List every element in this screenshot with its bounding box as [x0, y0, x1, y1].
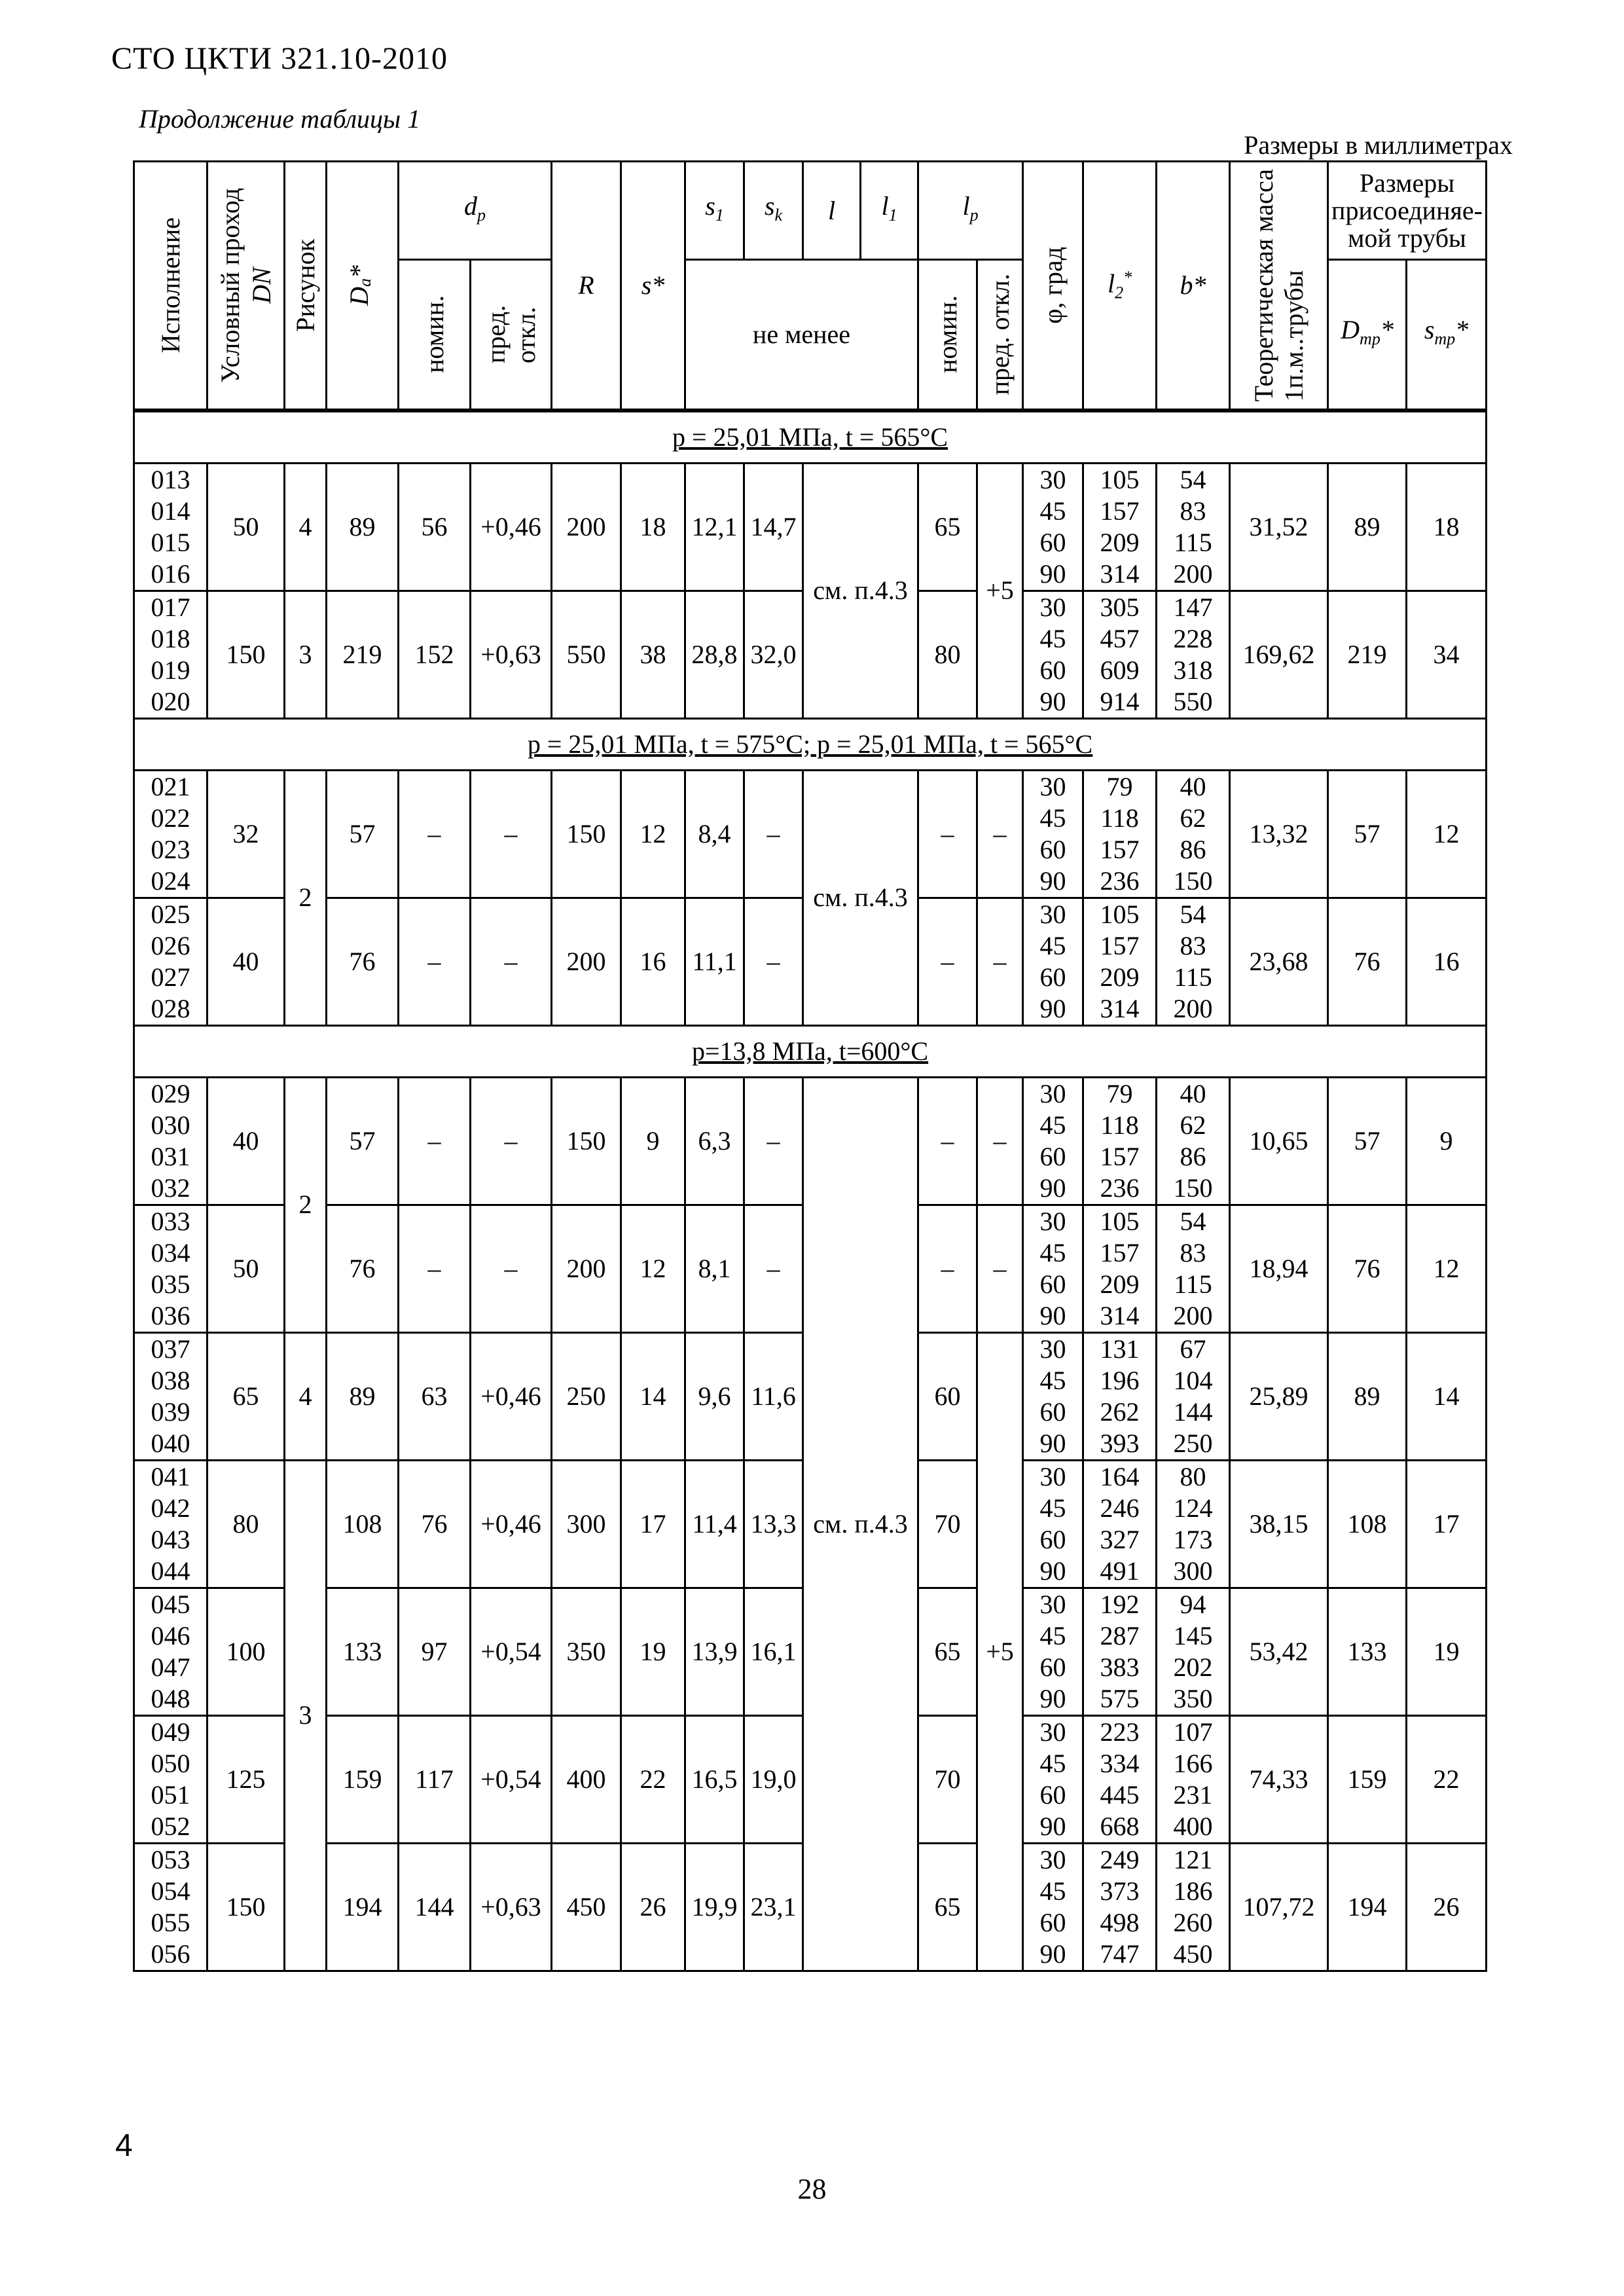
dimensions-table	[133, 160, 1487, 1972]
table-cell: 17	[1407, 1460, 1487, 1588]
table-cell: 76	[1328, 898, 1407, 1025]
table-cell: p=13,8 МПа, t=600°С	[134, 1025, 1487, 1077]
table-cell: 19,9	[685, 1843, 744, 1971]
table-cell: +5	[977, 463, 1023, 718]
table-cell: 18	[1407, 463, 1487, 591]
table-cell: см. п.4.3	[803, 770, 918, 1025]
table-cell: 305 457 609 914	[1083, 591, 1157, 718]
table-cell: 192 287 383 575	[1083, 1588, 1157, 1715]
table-cell: 30 45 60 90	[1023, 591, 1083, 718]
col-ne-menee: не менее	[685, 260, 918, 410]
table-cell: 017 018 019 020	[134, 591, 208, 718]
table-cell: +5	[977, 1332, 1023, 1971]
table-cell: 65	[918, 463, 977, 591]
table-cell: +0,63	[471, 1843, 552, 1971]
table-cell: –	[744, 898, 803, 1025]
table-cell: 194	[327, 1843, 399, 1971]
table-cell: 89	[327, 463, 399, 591]
table-cell: –	[471, 1205, 552, 1332]
table-cell: 8,4	[685, 770, 744, 898]
table-cell: 107,72	[1230, 1843, 1328, 1971]
table-cell: 60	[918, 1332, 977, 1460]
col-dp: $d_p$	[399, 162, 552, 260]
table-cell: –	[918, 1205, 977, 1332]
table-row	[134, 463, 1487, 591]
col-risunok: Рисунок	[285, 162, 327, 410]
units-note: Размеры в миллиметрах	[1244, 130, 1513, 160]
table-cell: –	[744, 1205, 803, 1332]
table-cell: 76	[327, 1205, 399, 1332]
col-phi: φ, град	[1023, 162, 1083, 410]
table-cell: 13,9	[685, 1588, 744, 1715]
table-cell: 18,94	[1230, 1205, 1328, 1332]
table-cell: 13,3	[744, 1460, 803, 1588]
table-cell: 56	[399, 463, 471, 591]
col-r: R	[552, 162, 621, 410]
table-cell: 30 45 60 90	[1023, 463, 1083, 591]
table-cell: 223 334 445 668	[1083, 1715, 1157, 1843]
table-cell: p = 25,01 МПа, t = 575°С; p = 25,01 МПа, t = 565°С	[134, 718, 1487, 770]
table-cell: 150	[208, 591, 285, 718]
table-cell: 12	[621, 770, 685, 898]
table-cell: 133	[1328, 1588, 1407, 1715]
table-cell: см. п.4.3	[803, 463, 918, 718]
table-cell: 30 45 60 90	[1023, 1205, 1083, 1332]
table-cell: 11,1	[685, 898, 744, 1025]
table-cell: 26	[1407, 1843, 1487, 1971]
table-cell: 550	[552, 591, 621, 718]
table-cell: –	[399, 1077, 471, 1205]
table-cell: 17	[621, 1460, 685, 1588]
table-cell: –	[399, 898, 471, 1025]
table-cell: 18	[621, 463, 685, 591]
table-cell: 54 83 115 200	[1157, 463, 1230, 591]
col-b: b*	[1157, 162, 1230, 410]
table-cell: 164 246 327 491	[1083, 1460, 1157, 1588]
table-cell: 30 45 60 90	[1023, 770, 1083, 898]
table-cell: 67 104 144 250	[1157, 1332, 1230, 1460]
table-cell: 70	[918, 1460, 977, 1588]
table-cell: 2	[285, 1077, 327, 1332]
table-cell: 105 157 209 314	[1083, 1205, 1157, 1332]
table-cell: +0,63	[471, 591, 552, 718]
table-row	[134, 1077, 1487, 1205]
table-cell: 053 054 055 056	[134, 1843, 208, 1971]
table-cell: –	[918, 1077, 977, 1205]
table-cell: 30 45 60 90	[1023, 1588, 1083, 1715]
table-cell: 133	[327, 1588, 399, 1715]
table-cell: 57	[1328, 770, 1407, 898]
table-cell: 10,65	[1230, 1077, 1328, 1205]
table-cell: 3	[285, 591, 327, 718]
table-cell: 029 030 031 032	[134, 1077, 208, 1205]
col-dn: Условный проход DN	[208, 162, 285, 410]
section-title-row	[134, 718, 1487, 770]
col-str: $s_{тр}*$	[1407, 260, 1487, 410]
table-cell: –	[977, 898, 1023, 1025]
table-cell: +0,54	[471, 1588, 552, 1715]
table-cell: 63	[399, 1332, 471, 1460]
table-cell: 4	[285, 1332, 327, 1460]
table-cell: 107 166 231 400	[1157, 1715, 1230, 1843]
table-cell: 30 45 60 90	[1023, 898, 1083, 1025]
table-cell: 159	[327, 1715, 399, 1843]
col-sk: $s_k$	[744, 162, 803, 260]
table-cell: 200	[552, 1205, 621, 1332]
table-cell: 12	[1407, 1205, 1487, 1332]
table-cell: 12,1	[685, 463, 744, 591]
table-cell: –	[977, 1205, 1023, 1332]
table-cell: 169,62	[1230, 591, 1328, 718]
table-cell: 200	[552, 898, 621, 1025]
table-cell: 30 45 60 90	[1023, 1715, 1083, 1843]
table-cell: 11,6	[744, 1332, 803, 1460]
col-da: $D_a*$	[327, 162, 399, 410]
table-cell: 100	[208, 1588, 285, 1715]
table-cell: 12	[1407, 770, 1487, 898]
table-cell: 23,1	[744, 1843, 803, 1971]
table-cell: 32	[208, 770, 285, 898]
table-cell: 65	[208, 1332, 285, 1460]
table-cell: 400	[552, 1715, 621, 1843]
table-cell: 16,5	[685, 1715, 744, 1843]
table-cell: 89	[1328, 463, 1407, 591]
table-cell: –	[399, 1205, 471, 1332]
col-s1: $s_1$	[685, 162, 744, 260]
col-mass: Теоретическая масса 1п.м..трубы	[1230, 162, 1328, 410]
table-cell: +0,46	[471, 1332, 552, 1460]
table-cell: 037 038 039 040	[134, 1332, 208, 1460]
table-cell: +0,54	[471, 1715, 552, 1843]
table-cell: 150	[552, 770, 621, 898]
table-cell: –	[977, 1077, 1023, 1205]
table-cell: 23,68	[1230, 898, 1328, 1025]
table-cell: +0,46	[471, 1460, 552, 1588]
table-cell: 53,42	[1230, 1588, 1328, 1715]
table-cell: 19	[621, 1588, 685, 1715]
page-number: 28	[797, 2173, 827, 2205]
table-cell: 9	[1407, 1077, 1487, 1205]
table-cell: 80 124 173 300	[1157, 1460, 1230, 1588]
table-cell: 94 145 202 350	[1157, 1588, 1230, 1715]
col-lp-nomin: номин.	[918, 260, 977, 410]
table-cell: 54 83 115 200	[1157, 1205, 1230, 1332]
table-cell: 25,89	[1230, 1332, 1328, 1460]
table-cell: 28,8	[685, 591, 744, 718]
table-cell: 34	[1407, 591, 1487, 718]
col-lp-pred: пред. откл.	[977, 260, 1023, 410]
table-cell: 74,33	[1230, 1715, 1328, 1843]
section-title-row	[134, 410, 1487, 464]
table-cell: 049 050 051 052	[134, 1715, 208, 1843]
table-cell: 57	[327, 1077, 399, 1205]
table-cell: 200	[552, 463, 621, 591]
table-cell: 38,15	[1230, 1460, 1328, 1588]
table-cell: 219	[327, 591, 399, 718]
table-cell: 041 042 043 044	[134, 1460, 208, 1588]
table-cell: 14	[621, 1332, 685, 1460]
table-cell: 40	[208, 1077, 285, 1205]
table-cell: 11,4	[685, 1460, 744, 1588]
table-continuation-caption: Продолжение таблицы 1	[139, 104, 421, 134]
col-lp: $l_p$	[918, 162, 1023, 260]
table-cell: 450	[552, 1843, 621, 1971]
table-cell: 300	[552, 1460, 621, 1588]
table-cell: 105 157 209 314	[1083, 463, 1157, 591]
table-cell: 26	[621, 1843, 685, 1971]
table-cell: 12	[621, 1205, 685, 1332]
table-cell: 3	[285, 1460, 327, 1971]
table-cell: 57	[327, 770, 399, 898]
table-cell: 97	[399, 1588, 471, 1715]
table-cell: 22	[621, 1715, 685, 1843]
table-cell: 105 157 209 314	[1083, 898, 1157, 1025]
table-cell: 57	[1328, 1077, 1407, 1205]
table-cell: 50	[208, 1205, 285, 1332]
table-cell: +0,46	[471, 463, 552, 591]
table-cell: 70	[918, 1715, 977, 1843]
table-cell: см. п.4.3	[803, 1077, 918, 1971]
table-cell: 150	[552, 1077, 621, 1205]
table-cell: –	[744, 770, 803, 898]
table-cell: –	[918, 770, 977, 898]
table-cell: 131 196 262 393	[1083, 1332, 1157, 1460]
table-cell: 147 228 318 550	[1157, 591, 1230, 718]
table-cell: 40 62 86 150	[1157, 1077, 1230, 1205]
table-cell: 108	[1328, 1460, 1407, 1588]
table-cell: 80	[918, 591, 977, 718]
table-cell: 40	[208, 898, 285, 1025]
table-cell: 76	[399, 1460, 471, 1588]
col-l: l	[803, 162, 861, 260]
table-cell: –	[399, 770, 471, 898]
table-cell: 8,1	[685, 1205, 744, 1332]
table-cell: 14,7	[744, 463, 803, 591]
table-cell: 159	[1328, 1715, 1407, 1843]
table-cell: 4	[285, 463, 327, 591]
table-cell: 025 026 027 028	[134, 898, 208, 1025]
table-cell: 250	[552, 1332, 621, 1460]
table-cell: 16	[1407, 898, 1487, 1025]
table-cell: 19,0	[744, 1715, 803, 1843]
table-cell: 045 046 047 048	[134, 1588, 208, 1715]
table-cell: 150	[208, 1843, 285, 1971]
table-cell: 108	[327, 1460, 399, 1588]
table-cell: 121 186 260 450	[1157, 1843, 1230, 1971]
table-cell: 144	[399, 1843, 471, 1971]
col-dp-pred: пред. откл.	[471, 260, 552, 410]
table-cell: 16	[621, 898, 685, 1025]
table-cell: –	[977, 770, 1023, 898]
table-cell: 32,0	[744, 591, 803, 718]
table-cell: –	[918, 898, 977, 1025]
table-cell: 80	[208, 1460, 285, 1588]
table-cell: 9	[621, 1077, 685, 1205]
table-cell: 40 62 86 150	[1157, 770, 1230, 898]
table-cell: 125	[208, 1715, 285, 1843]
col-s: s*	[621, 162, 685, 410]
table-cell: 9,6	[685, 1332, 744, 1460]
table-cell: 152	[399, 591, 471, 718]
table-cell: –	[471, 770, 552, 898]
table-cell: 021 022 023 024	[134, 770, 208, 898]
table-cell: 76	[327, 898, 399, 1025]
col-pipe-group: Размеры присоединяе-мой трубы	[1328, 162, 1487, 260]
table-cell: 50	[208, 463, 285, 591]
table-cell: 76	[1328, 1205, 1407, 1332]
table-cell: 22	[1407, 1715, 1487, 1843]
table-cell: –	[744, 1077, 803, 1205]
table-cell: 65	[918, 1843, 977, 1971]
document-code: СТО ЦКТИ 321.10-2010	[111, 41, 448, 76]
table-cell: 2	[285, 770, 327, 1025]
table-cell: 14	[1407, 1332, 1487, 1460]
table-cell: 30 45 60 90	[1023, 1843, 1083, 1971]
table-cell: 13,32	[1230, 770, 1328, 898]
table-cell: 54 83 115 200	[1157, 898, 1230, 1025]
table-cell: p = 25,01 МПа, t = 565°С	[134, 410, 1487, 464]
col-dtr: $D_{тр}*$	[1328, 260, 1407, 410]
table-cell: 79 118 157 236	[1083, 1077, 1157, 1205]
table-cell: 033 034 035 036	[134, 1205, 208, 1332]
table-cell: 31,52	[1230, 463, 1328, 591]
table-cell: 249 373 498 747	[1083, 1843, 1157, 1971]
table-cell: 117	[399, 1715, 471, 1843]
left-margin-mark: 4	[115, 2128, 133, 2163]
col-l2: $l_2^*$	[1083, 162, 1157, 410]
table-cell: 38	[621, 591, 685, 718]
col-ispolnenie: Исполнение	[134, 162, 208, 410]
table-row	[134, 770, 1487, 898]
table-cell: 30 45 60 90	[1023, 1077, 1083, 1205]
table-cell: 6,3	[685, 1077, 744, 1205]
table-cell: 30 45 60 90	[1023, 1460, 1083, 1588]
table-cell: 013 014 015 016	[134, 463, 208, 591]
col-dp-nomin: номин.	[399, 260, 471, 410]
table-cell: 350	[552, 1588, 621, 1715]
table-cell: –	[471, 1077, 552, 1205]
table-cell: 19	[1407, 1588, 1487, 1715]
table-cell: –	[471, 898, 552, 1025]
table-cell: 194	[1328, 1843, 1407, 1971]
table-cell: 89	[327, 1332, 399, 1460]
table-cell: 65	[918, 1588, 977, 1715]
table-cell: 79 118 157 236	[1083, 770, 1157, 898]
header-row-1	[134, 162, 1487, 260]
col-l1: $l_1$	[861, 162, 918, 260]
section-title-row	[134, 1025, 1487, 1077]
table-cell: 30 45 60 90	[1023, 1332, 1083, 1460]
table-cell: 89	[1328, 1332, 1407, 1460]
table-cell: 16,1	[744, 1588, 803, 1715]
table-cell: 219	[1328, 591, 1407, 718]
